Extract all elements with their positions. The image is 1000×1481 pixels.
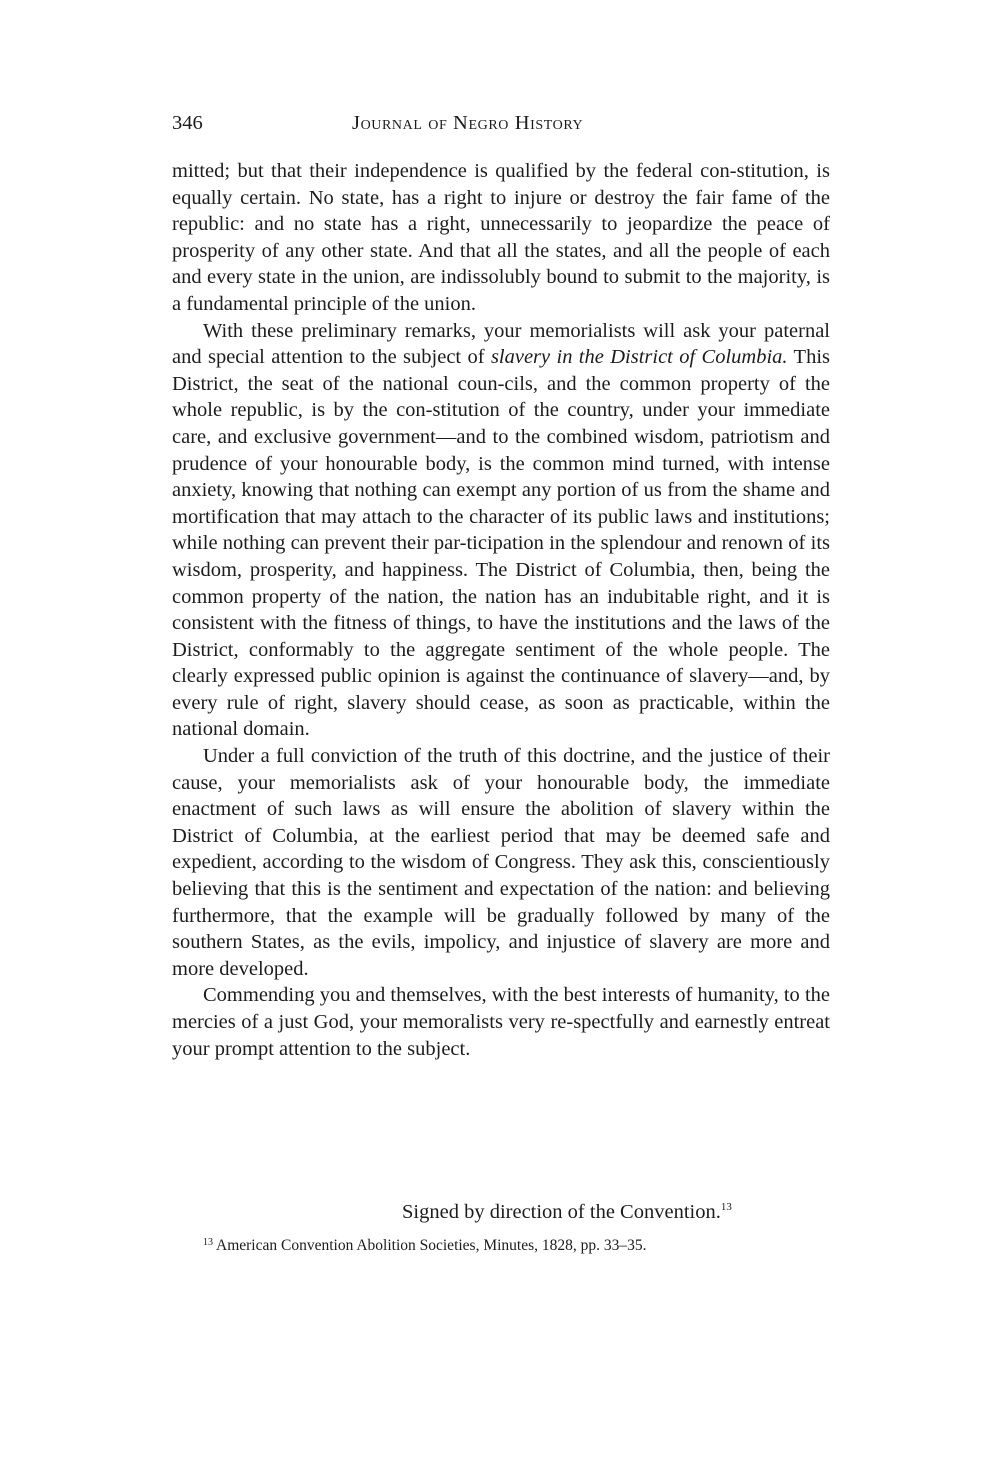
footnote-reference: 13 (720, 1201, 732, 1213)
body-text (172, 158, 830, 1062)
paragraph-text: Under a full conviction of the truth of this doctrine, and the justice of their cause, your memorialists ask of your honourable body, the immediate enactment of such laws as will ensure the abolition of slavery within the District of Columbia, at the earliest period that may be deemed safe and expedient, according to the wisdom of Congress. They ask this, conscientiously believing that this is the sentiment and expectation of the nation: and believing furthermore, that the example will be gradually followed by many of the southern States, as the evils, impolicy, and injustice of slavery are more and more developed. (172, 745, 830, 980)
paragraph-text: mitted; but that their independence is qualified by the federal con-stitution, is equally certain. No state, has a right to injure or destroy the fair fame of the republic: and no state has a right, unnecessarily to jeopardize the peace of prosperity of any other state. And that all the states, and all the people of each and every state in the union, are indissolubly bound to submit to the majority, is a fundamental principle of the union. (172, 160, 830, 315)
footnote (203, 1236, 647, 1256)
italic-text: slavery in the District of Columbia. (490, 346, 788, 369)
signature-line (402, 1199, 732, 1225)
paragraph (172, 982, 830, 1062)
paragraph (172, 318, 830, 744)
paragraph (172, 743, 830, 982)
page-number: 346 (172, 112, 203, 134)
paragraph-text: Commending you and themselves, with the best interests of humanity, to the mercies of a just God, your memoralists very re-spectfully and earnestly entreat your prompt attention to the subject. (172, 984, 830, 1060)
page-header (172, 112, 832, 142)
paragraph-text: With these preliminary remarks, your memorialists will ask your paternal and special attention to the subject of (172, 319, 830, 369)
footnote-text: American Convention Abolition Societies, Minutes, 1828, pp. 33–35. (216, 1237, 647, 1254)
paragraph (172, 158, 830, 318)
paragraph-text: This District, the seat of the national coun-cils, and the common property of the whole republic, is by the con-stitution of the country, under your immediate care, and exclusive government—and to the combined wisdom, patriotism and prudence of your honourable body, is the common mind turned, with intense anxiety, knowing that nothing can exempt any portion of us from the shame and mortification that may attach to the character of its public laws and institutions; while nothing can prevent their par-ticipation in the splendour and renown of its wisdom, prosperity, and happiness. The District of Columbia, then, being the common property of the nation, the nation has an indubitable right, and it is consistent with the fitness of things, to have the institutions and the laws of the District, conformably to the aggregate sentiment of the whole people. The clearly expressed public opinion is against the continuance of slavery—and, by every rule of right, slavery should cease, as soon as practicable, within the national domain. (172, 346, 830, 741)
signature-text: Signed by direction of the Convention. (402, 1201, 721, 1223)
footnote-number: 13 (203, 1237, 213, 1248)
running-head: Journal of Negro History (352, 112, 584, 134)
